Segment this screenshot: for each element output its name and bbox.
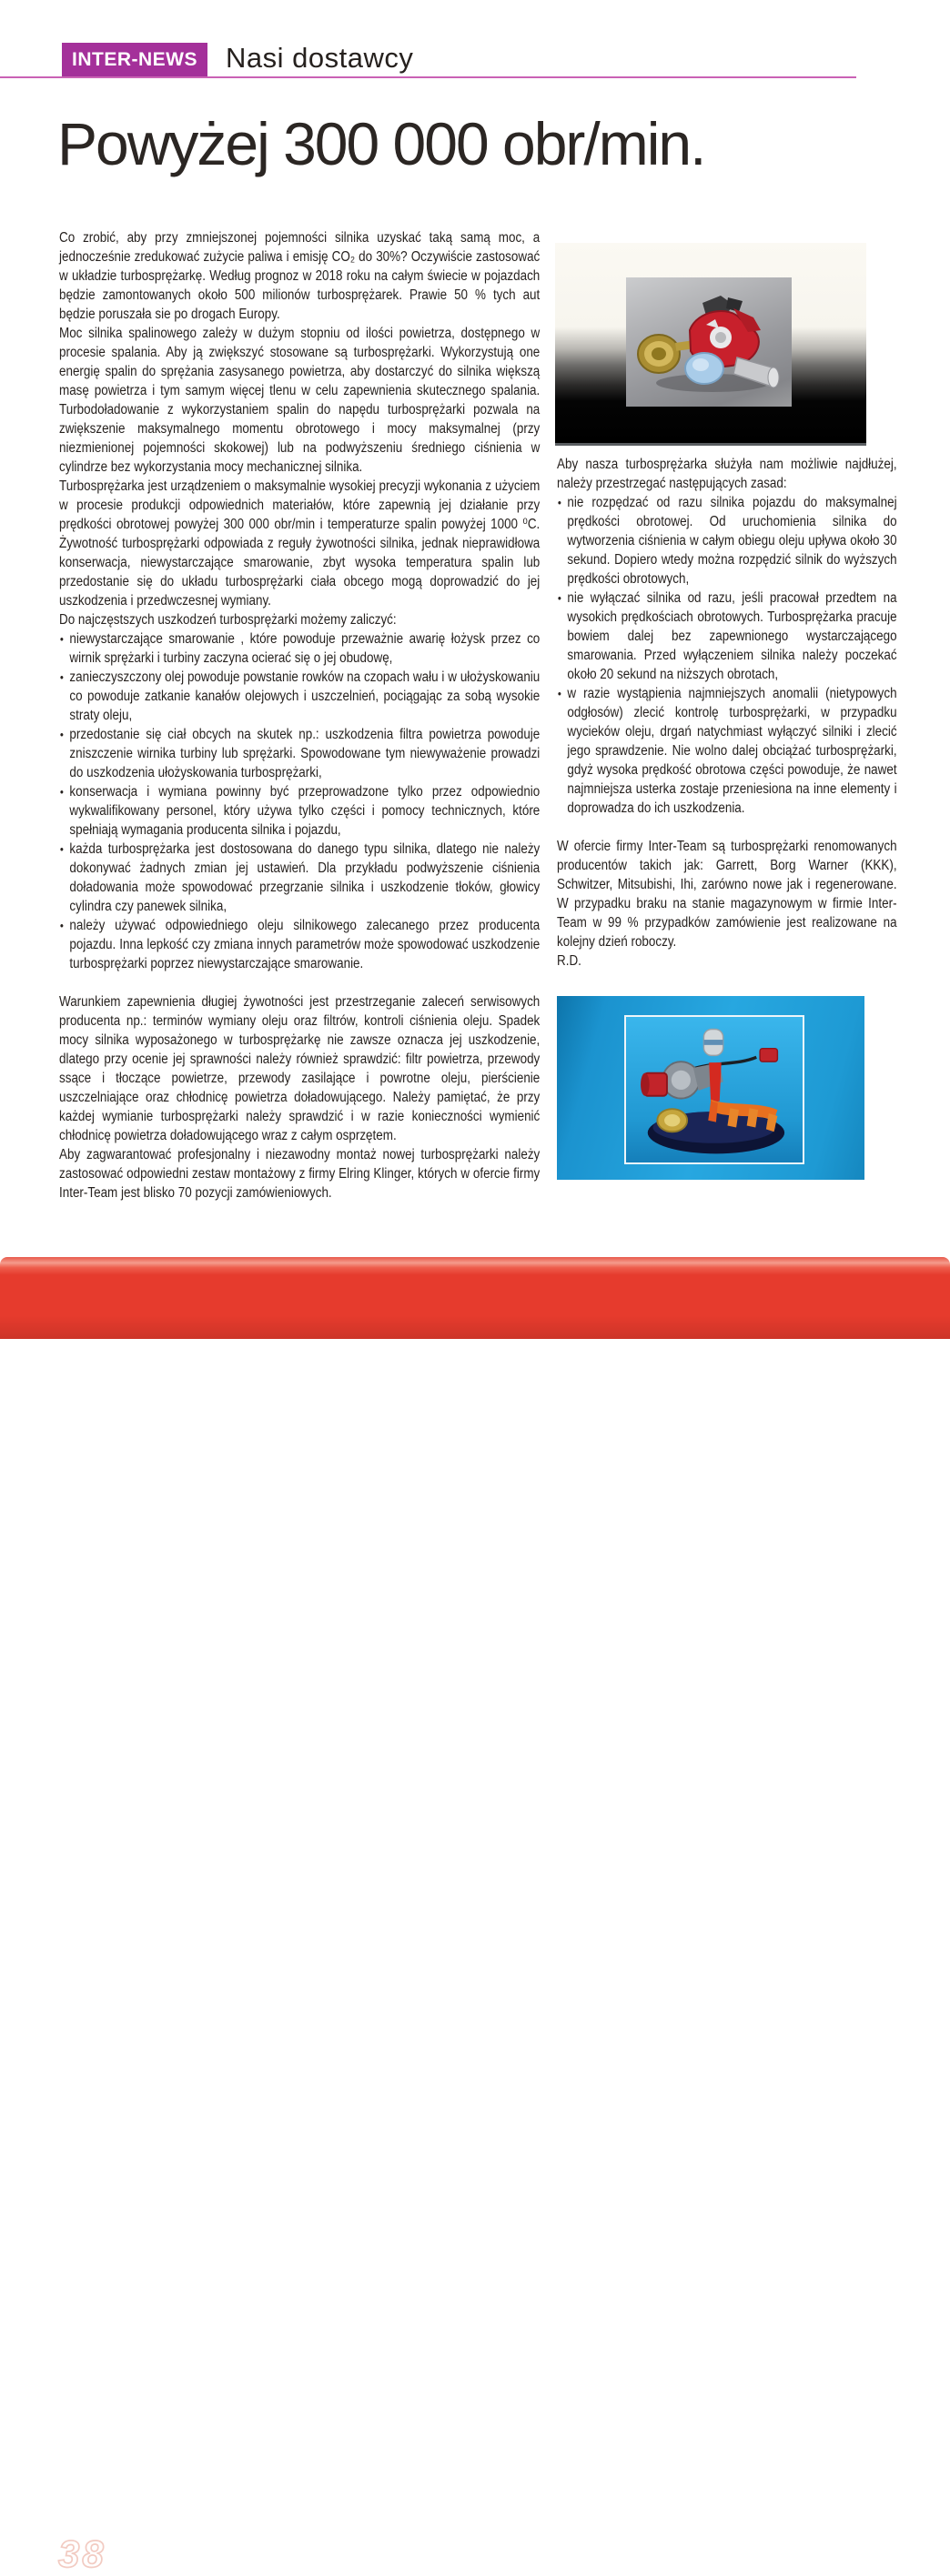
header-rule xyxy=(0,76,856,78)
inter-news-badge: INTER-NEWS xyxy=(62,43,207,77)
paragraph: Warunkiem zapewnienia długiej żywotności jest przestrzeganie zaleceń serwisowych producenta np.: terminów wymiany oleju oraz filtrów, kontroli ciśnienia oleju. Spadek mocy silnika wyposażonego w turbosprężarkę nie zawsze oznacza jej uszkodzenie, dlatego przy ocenie jej sprawności należy również sprawdzić: filtr powietrza, przewody ssące i tłoczące powietrze, przewody zasilające i powrotne oleju, pierścienie uszczelniające oraz chłodnicę powietrza doładowującego. Należy pamiętać, że przy każdej wymianie turbosprężarki należy sprawdzić i w razie konieczności wymienić chłodnicę powietrza doładowującego wraz z całym osprzętem. xyxy=(59,994,541,1143)
paragraph: Co zrobić, aby przy zmniejszonej pojemności silnika uzyskać taką samą moc, a jednocześnie zredukować zużycie paliwa i emisję CO₂ do 30%? Oczywiście zastosować w układzie turbosprężarkę. Według prognoz w 2018 roku na całym świecie w pojazdach będzie zamontowanych około 500 milionów turbosprężarek. Prawie 50 % tych aut będzie poruszała sie po drogach Europy. xyxy=(59,230,541,322)
paragraph: Turbosprężarka jest urządzeniem o maksymalnie wysokiej precyzji wykonania z użyciem w procesie produkcji odpowiednich materiałów, które zapewnią jej działanie przy prędkości obrotowej powyżej 300 000 obr/min i temperaturze spalin powyżej 1000 ⁰C. Żywotność turbosprężarki odpowiada z reguły żywotności silnika, jednak nieprawidłowa konserwacja, niewystarczające smarowanie, zbyt wysoka temperatura spalin lub przedostanie się do układu turbosprężarki ciała obcego mogą doprowadzić do jej uszkodzenia i przedwczesnej wymiany. xyxy=(59,478,541,609)
paragraph: Aby zagwarantować profesjonalny i niezawodny montaż nowej turbosprężarki należy zastosować odpowiedni zestaw montażowy z firmy Elring Klinger, których w ofercie firmy Inter-Team jest blisko 70 pozycji zamówieniowych. xyxy=(59,1147,541,1201)
author-signature: R.D. xyxy=(557,953,581,969)
page-number: 38 xyxy=(58,2532,106,2575)
list-intro: Do najczęstszych uszkodzeń turbosprężarki możemy zaliczyć: xyxy=(59,612,397,628)
list-item: • w razie wystąpienia najmniejszych anomalii (nietypowych odgłosów) zlecić kontrolę turbosprężarki, w przypadku wycieków oleju, drgań natychmiast wyłączyć silniki i zlecić jego sprawdzenie. Nie wolno dalej obciążać turbosprężarki, gdyż wysoka prędkość obrotowa części powoduje, że nawet najmniejsza usterka zostaje przeniesiona na inne elementy i doprowadza do ich uszkodzenia. xyxy=(557,684,897,818)
list-item: • konserwacja i wymiana powinny być przeprowadzone tylko przez odpowiednio wykwalifikowany personel, który używa tylko części i pomocy technicznych, które spełniają wymagania producenta silnika i pojazdu, xyxy=(59,782,540,840)
turbocharger-cutaway-photo xyxy=(626,277,792,407)
turbocharger-cutaway-illustration xyxy=(626,277,792,407)
paragraph: Moc silnika spalinowego zależy w dużym stopniu od ilości powietrza, dostępnego w procesie spalania. Aby ją zwiększyć stosowane są turbosprężarki. Wykorzystują one energię spalin do sprężania zasysanego powietrza, aby dostarczyć do silnika większą masę powietrza i tym samym więcej tlenu w celu zapewnienia skutecznego spalania. Turbodoładowanie z wykorzystaniem spalin do napędu turbosprężarki pozwala na zwiększenie maksymalnego momentu obrotowego i mocy maksymalnej (przy niezmienionej pojemności skokowej) lub na podwyższeniu średniego ciśnienia w cylindrze bez wykorzystania mocy mechanicznej silnika. xyxy=(59,326,541,475)
right-column xyxy=(557,455,897,971)
list-item: • zanieczyszczony olej powoduje powstanie rowków na czopach wału i w ułożyskowaniu co powoduje zatkanie kanałów olejowych i uszczelnień, pociągając za sobą wysokie straty oleju, xyxy=(59,668,540,725)
list-item: • przedostanie się ciał obcych na skutek np.: uszkodzenia filtra powietrza powoduje zniszczenie wirnika turbiny lub sprężarki. Spowodowane tym niewyważenie prowadzi do uszkodzenia ułożyskowania turbosprężarki, xyxy=(59,725,540,782)
closing-paragraph: W ofercie firmy Inter-Team są turbosprężarki renomowanych producentów takich jak: Garrett, Borg Warner (KKK), Schwitzer, Mitsubishi, Ihi, zarówno nowe jak i regenerowane. W przypadku braku na stanie magazynowym w firmie Inter-Team w 99 % przypadków zamówienie jest realizowane na kolejny dzień roboczy. xyxy=(557,839,897,950)
list-item: • każda turbosprężarka jest dostosowana do danego typu silnika, dlatego nie należy dokonywać żadnych zmian jej ustawień. Dla przykładu podwyższenie ciśnienia doładowania może spowodować przegrzanie silnika i uszkodzenie tłoków, głowicy cylindra czy panewek silnika, xyxy=(59,840,540,916)
list-item: • niewystarczające smarowanie , które powoduje przeważnie awarię łożysk przez co wirnik sprężarki i turbiny zaczyna ocierać się o jej obudowę, xyxy=(59,629,540,668)
damage-causes-list xyxy=(59,629,540,973)
list-item: • należy używać odpowiedniego oleju silnikowego zalecanego przez producenta pojazdu. Inna lepkość czy zmiana innych parametrów może spowodować uszkodzenie turbosprężarki poprzez niewystarczające smarowanie. xyxy=(59,916,540,973)
usage-rules-list xyxy=(557,493,897,818)
turbo-manifold-panel xyxy=(557,996,864,1180)
article-title: Powyżej 300 000 obr/min. xyxy=(57,110,705,177)
rules-intro: Aby nasza turbosprężarka służyła nam możliwie najdłużej, należy przestrzegać następujących zasad: xyxy=(557,457,897,491)
turbo-photo-panel xyxy=(555,243,866,446)
footer-red-bar xyxy=(0,1257,950,2575)
left-column xyxy=(59,228,540,1202)
list-item: • nie rozpędzać od razu silnika pojazdu do maksymalnej prędkości obrotowej. Od uruchomienia silnika do wytworzenia ciśnienia w całym obiegu oleju upływa około 30 sekund. Dopiero wtedy można rozpędzić silnik do wyższych prędkości obrotowych, xyxy=(557,493,897,589)
turbocharger-manifold-illustration xyxy=(626,1017,803,1162)
section-title: Nasi dostawcy xyxy=(226,42,414,74)
turbocharger-with-manifold-photo xyxy=(624,1015,804,1164)
list-item: • nie wyłączać silnika od razu, jeśli pracował przedtem na wysokich prędkościach obrotowych. Turbosprężarka pracuje bowiem dalej bez zapewnionego wystarczającego smarowania. Przed wyłączeniem silnika należy poczekać około 20 sekund na niższych obrotach, xyxy=(557,589,897,684)
